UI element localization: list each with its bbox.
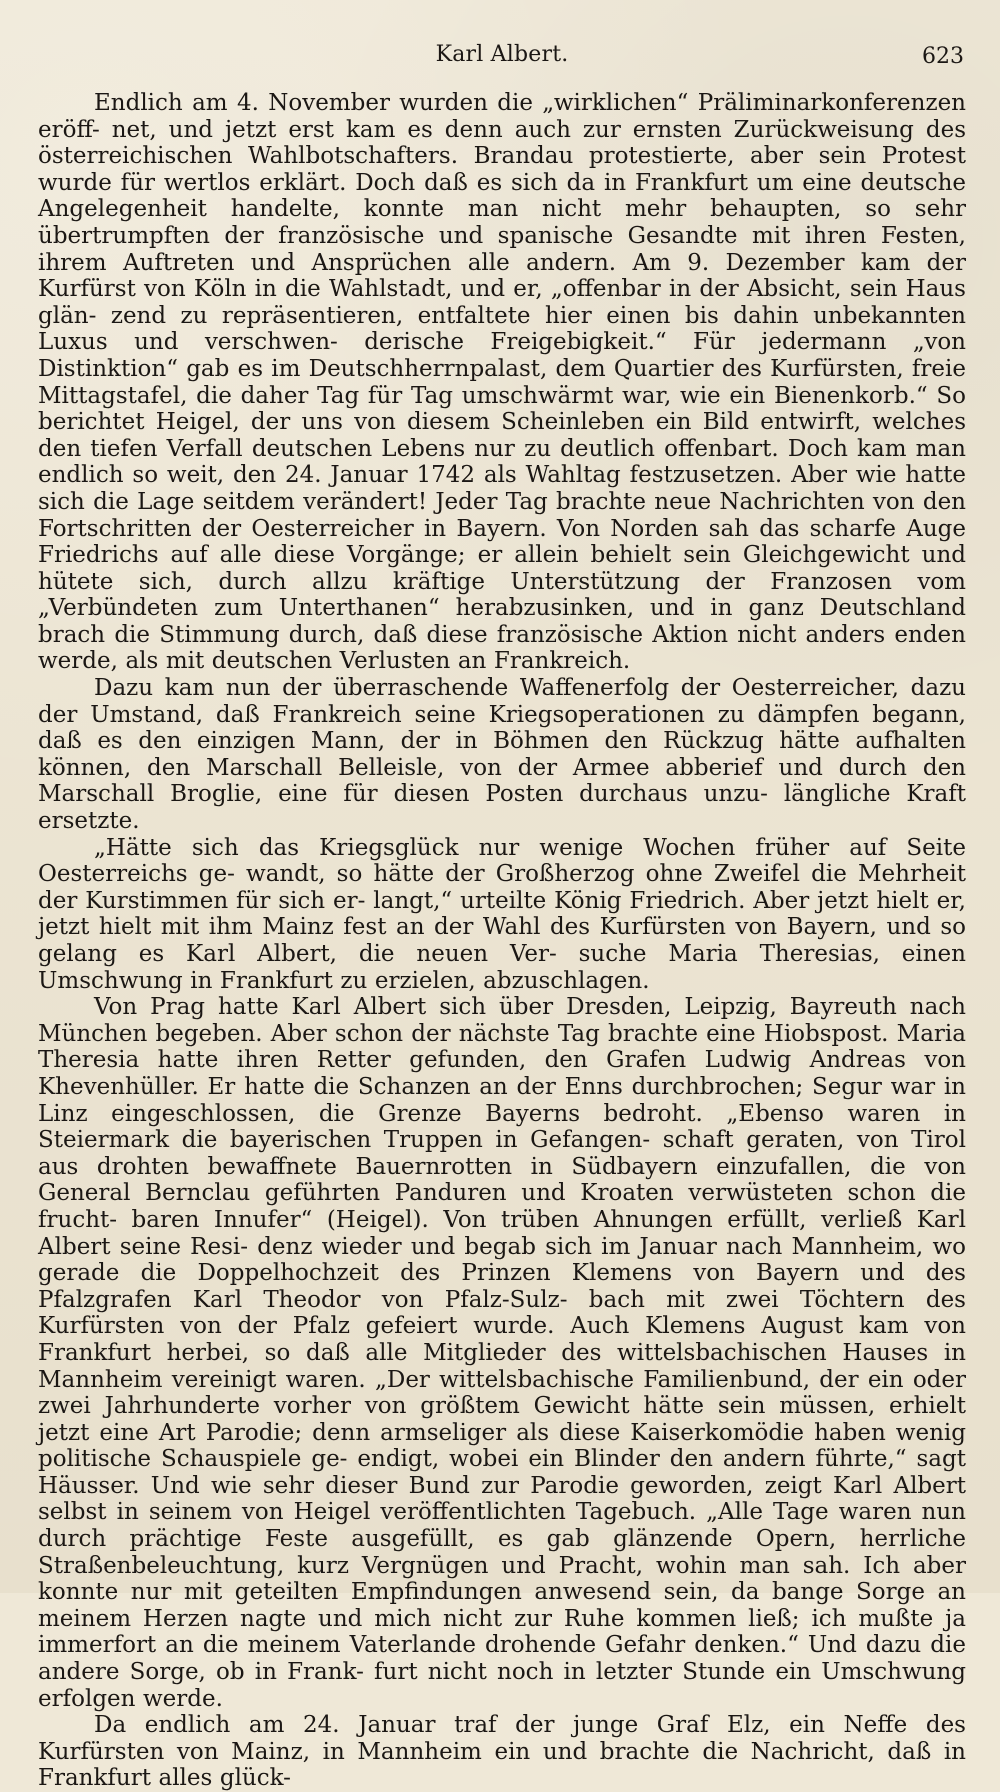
paragraph: „Hätte sich das Kriegsglück nur wenige Wochen früher auf Seite Oesterreichs ge- wandt, so hätte der Großherzog ohne Zweifel die Mehrheit der Kurstimmen für sich er- langt,“ urteilte König Friedrich. Aber jetzt hielt er, jetzt hielt mit ihm Mainz fest an der Wahl des Kurfürsten von Bayern, und so gelang es Karl Albert, die neuen Ver- suche Maria Theresias, einen Umschwung in Frankfurt zu erzielen, abzuschlagen. bbox=[38, 834, 966, 994]
main-text bbox=[38, 90, 966, 1792]
paragraph: Dazu kam nun der überraschende Waffenerfolg der Oesterreicher, dazu der Umstand, daß Frankreich seine Kriegsoperationen zu dämpfen begann, daß es den einzigen Mann, der in Böhmen den Rückzug hätte aufhalten können, den Marschall Belleisle, von der Armee abberief und durch den Marschall Broglie, eine für diesen Posten durchaus unzu- längliche Kraft ersetzte. bbox=[38, 675, 966, 835]
running-head: Karl Albert. bbox=[435, 42, 569, 67]
paragraph: Von Prag hatte Karl Albert sich über Dresden, Leipzig, Bayreuth nach München begeben. Aber schon der nächste Tag brachte eine Hiobspost. Maria Theresia hatte ihren Retter gefunden, den Grafen Ludwig Andreas von Khevenhüller. Er hatte die Schanzen an der Enns durchbrochen; Segur war in Linz eingeschlossen, die Grenze Bayerns bedroht. „Ebenso waren in Steiermark die bayerischen Truppen in Gefangen- schaft geraten, von Tirol aus drohten bewaffnete Bauernrotten in Südbayern einzufallen, die von General Bernclau geführten Panduren und Kroaten verwüsteten schon die frucht- baren Innufer“ (Heigel). Von trüben Ahnungen erfüllt, verließ Karl Albert seine Resi- denz wieder und begab sich im Januar nach Mannheim, wo gerade die Doppelhochzeit des Prinzen Klemens von Bayern und des Pfalzgrafen Karl Theodor von Pfalz-Sulz- bach mit zwei Töchtern des Kurfürsten von der Pfalz gefeiert wurde. Auch Klemens August kam von Frankfurt herbei, so daß alle Mitglieder des wittelsbachischen Hauses in Mannheim vereinigt waren. „Der wittelsbachische Familienbund, der ein oder zwei Jahrhunderte vorher von größtem Gewicht hätte sein müssen, erhielt jetzt eine Art Parodie; denn armseliger als diese Kaiserkomödie haben wenig politische Schauspiele ge- endigt, wobei ein Blinder den andern führte,“ sagt Häusser. Und wie sehr dieser Bund zur Parodie geworden, zeigt Karl Albert selbst in seinem von Heigel veröffentlichten Tagebuch. „Alle Tage waren nun durch prächtige Feste ausgefüllt, es gab glänzende Opern, herrliche Straßenbeleuchtung, kurz Vergnügen und Pracht, wohin man sah. Ich aber konnte nur mit geteilten Empfindungen anwesend sein, da bange Sorge an meinem Herzen nagte und mich nicht zur Ruhe kommen ließ; ich mußte ja immerfort an die meinem Vaterlande drohende Gefahr denken.“ Und dazu die andere Sorge, ob in Frank- furt nicht noch in letzter Stunde ein Umschwung erfolgen werde. bbox=[38, 994, 966, 1712]
paragraph: Da endlich am 24. Januar traf der junge Graf Elz, ein Neffe des Kurfürsten von Mainz, in Mannheim ein und brachte die Nachricht, daß in Frankfurt alles glück- bbox=[38, 1712, 966, 1792]
page-header bbox=[38, 38, 966, 76]
paragraph: Endlich am 4. November wurden die „wirklichen“ Präliminarkonferenzen eröff- net, und jetzt erst kam es denn auch zur ernsten Zurückweisung des österreichischen Wahlbotschafters. Brandau protestierte, aber sein Protest wurde für wertlos erklärt. Doch daß es sich da in Frankfurt um eine deutsche Angelegenheit handelte, konnte man nicht mehr behaupten, so sehr übertrumpften der französische und spanische Gesandte mit ihren Festen, ihrem Auftreten und Ansprüchen alle andern. Am 9. Dezember kam der Kurfürst von Köln in die Wahlstadt, und er, „offenbar in der Absicht, sein Haus glän- zend zu repräsentieren, entfaltete hier einen bis dahin unbekannten Luxus und verschwen- derische Freigebigkeit.“ Für jedermann „von Distinktion“ gab es im Deutschherrnpalast, dem Quartier des Kurfürsten, freie Mittagstafel, die daher Tag für Tag umschwärmt war, wie ein Bienenkorb.“ So berichtet Heigel, der uns von diesem Scheinleben ein Bild entwirft, welches den tiefen Verfall deutschen Lebens nur zu deutlich offenbart. Doch kam man endlich so weit, den 24. Januar 1742 als Wahltag festzusetzen. Aber wie hatte sich die Lage seitdem verändert! Jeder Tag brachte neue Nachrichten von den Fortschritten der Oesterreicher in Bayern. Von Norden sah das scharfe Auge Friedrichs auf alle diese Vorgänge; er allein behielt sein Gleichgewicht und hütete sich, durch allzu kräftige Unterstützung der Franzosen vom „Verbündeten zum Unterthanen“ herabzusinken, und in ganz Deutschland brach die Stimmung durch, daß diese französische Aktion nicht anders enden werde, als mit deutschen Verlusten an Frankreich. bbox=[38, 90, 966, 675]
page-number: 623 bbox=[922, 44, 964, 69]
